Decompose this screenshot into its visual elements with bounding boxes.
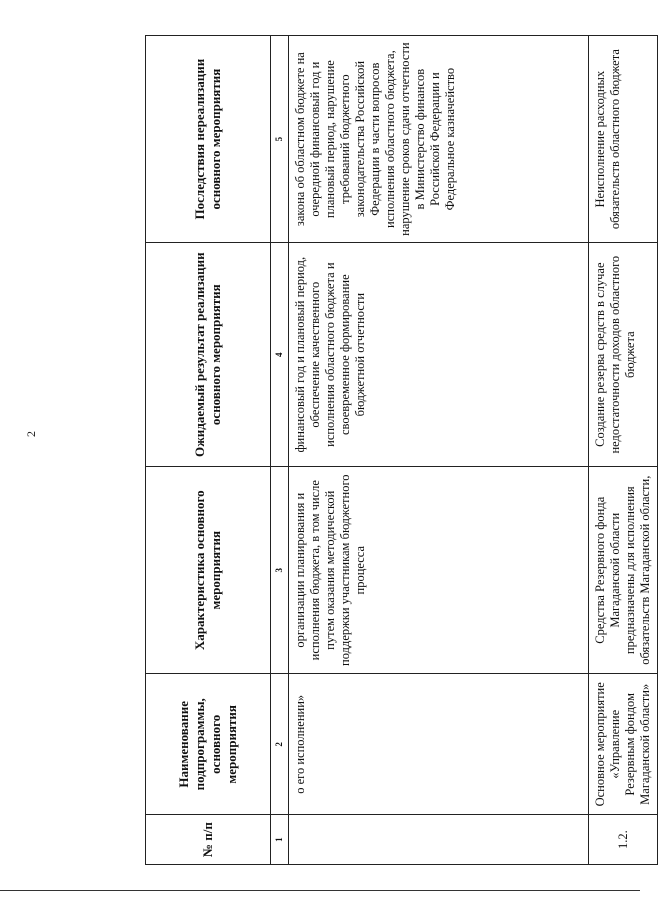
column-number: 5 — [271, 36, 289, 243]
header-name: Наименование подпрограммы, основного мероприятия — [146, 674, 271, 815]
header-number: № п/п — [146, 815, 271, 865]
row-characteristic: организации планирования и исполнения бюджета, в том числе путем оказания методической поддержки участникам бюджетного процесса — [289, 467, 589, 674]
bottom-rule — [0, 890, 640, 891]
column-number: 2 — [271, 674, 289, 815]
page-number: 2 — [24, 431, 38, 437]
row-name: о его исполнении» — [289, 674, 589, 815]
header-characteristic: Характеристика основного мероприятия — [146, 467, 271, 674]
row-result: Создание резерва средств в случае недостаточности доходов областного бюджета — [589, 243, 658, 467]
row-number — [289, 815, 589, 865]
header-consequence: Последствия нереализации основного мероприятия — [146, 36, 271, 243]
column-number: 3 — [271, 467, 289, 674]
row-number: 1.2. — [589, 815, 658, 865]
table-row — [589, 36, 658, 865]
column-number-row — [271, 36, 289, 865]
table-row — [289, 36, 589, 865]
header-result: Ожидаемый результат реализации основного мероприятия — [146, 243, 271, 467]
rotated-table-container — [145, 35, 652, 865]
row-result: финансовый год и плановый период, обеспечение качественного исполнения областного бюджета и своевременное формирование бюджетной отчетности — [289, 243, 589, 467]
activities-table — [145, 35, 658, 865]
row-consequence: Неисполнение расходных обязательств областного бюджета — [589, 36, 658, 243]
column-number: 1 — [271, 815, 289, 865]
row-name: Основное мероприятие «Управление Резервным фондом Магаданской области» — [589, 674, 658, 815]
table-header-row — [146, 36, 271, 865]
column-number: 4 — [271, 243, 289, 467]
row-consequence: закона об областном бюджете на очередной финансовый год и плановый период, нарушение требований бюджетного законодательства Российской Федерации в части вопросов исполнения областного бюджета, нарушение сроков сдачи отчетности в Министерство финансов Российской Федерации и Федеральное казначейство — [289, 36, 589, 243]
row-characteristic: Средства Резервного фонда Магаданской области предназначены для исполнения обязательств Магаданской области, — [589, 467, 658, 674]
